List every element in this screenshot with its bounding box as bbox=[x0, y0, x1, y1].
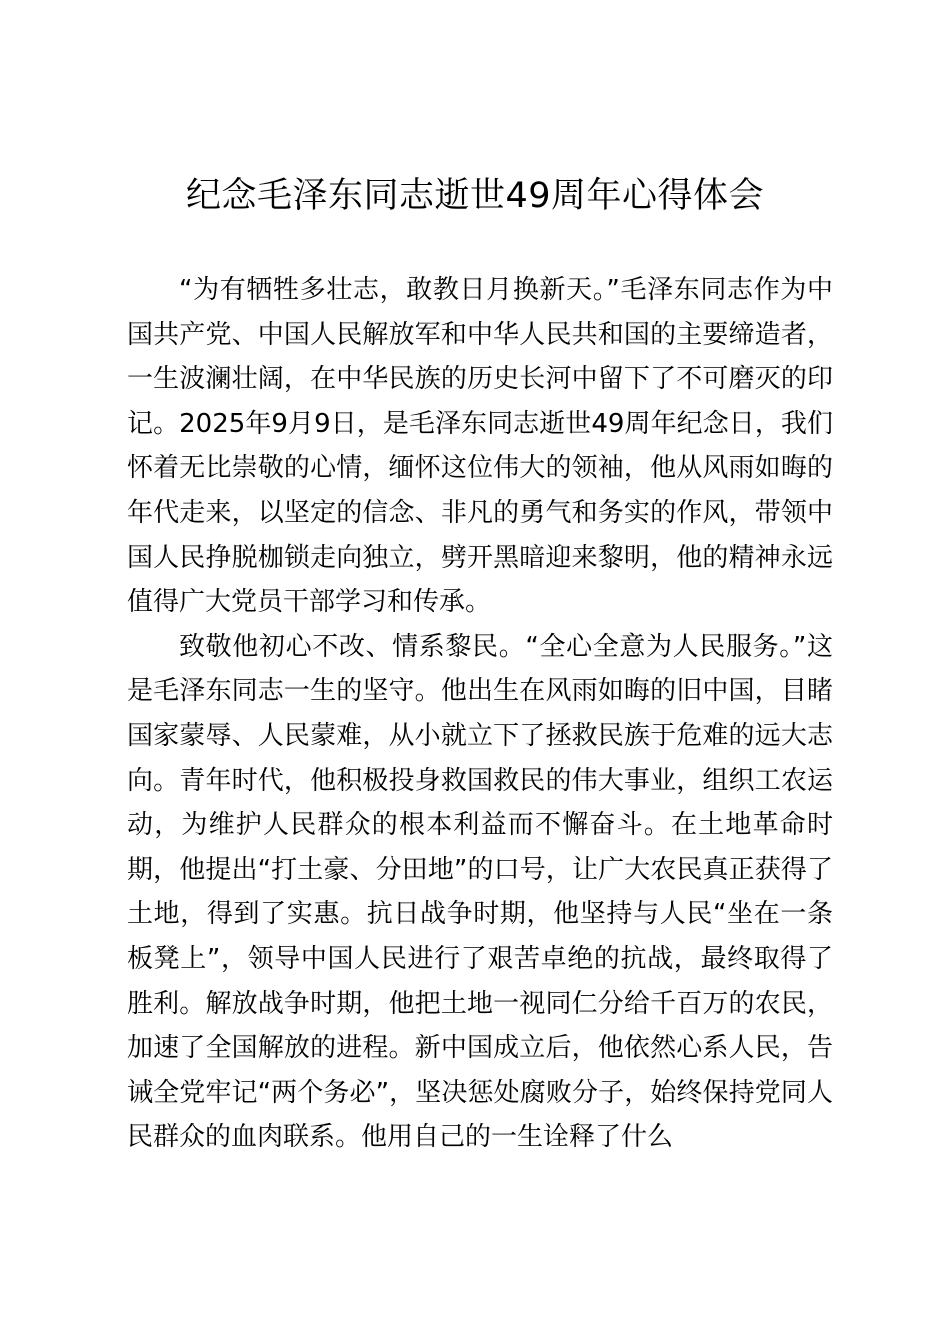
paragraph-2: 致敬他初心不改、情系黎民。“全心全意为人民服务。”这是毛泽东同志一生的坚守。他出生在风雨如晦的旧中国，目睹国家蒙辱、人民蒙难，从小就立下了拯救民族于危难的远大志向。青年时代，他积极投身救国救民的伟大事业，组织工农运动，为维护人民群众的根本利益而不懈奋斗。在土地革命时期，他提出“打土豪、分田地”的口号，让广大农民真正获得了土地，得到了实惠。抗日战争时期，他坚持与人民“坐在一条板凳上”，领导中国人民进行了艰苦卓绝的抗战，最终取得了胜利。解放战争时期，他把土地一视同仁分给千百万的农民，加速了全国解放的进程。新中国成立后，他依然心系人民，告诫全党牢记“两个务必”，坚决惩处腐败分子，始终保持党同人民群众的血肉联系。他用自己的一生诠释了什么 bbox=[127, 631, 833, 1153]
paragraph-1: “为有牺牲多壮志，敢教日月换新天。”毛泽东同志作为中国共产党、中国人民解放军和中华人民共和国的主要缔造者，一生波澜壮阔，在中华民族的历史长河中留下了不可磨灭的印记。2025年9月9日，是毛泽东同志逝世49周年纪念日，我们怀着无比崇敬的心情，缅怀这位伟大的领袖，他从风雨如晦的年代走来，以坚定的信念、非凡的勇气和务实的作风，带领中国人民挣脱枷锁走向独立，劈开黑暗迎来黎明，他的精神永远值得广大党员干部学习和传承。 bbox=[127, 275, 833, 618]
document-body bbox=[127, 268, 833, 1160]
document-title: 纪念毛泽东同志逝世49周年心得体会 bbox=[185, 176, 765, 216]
